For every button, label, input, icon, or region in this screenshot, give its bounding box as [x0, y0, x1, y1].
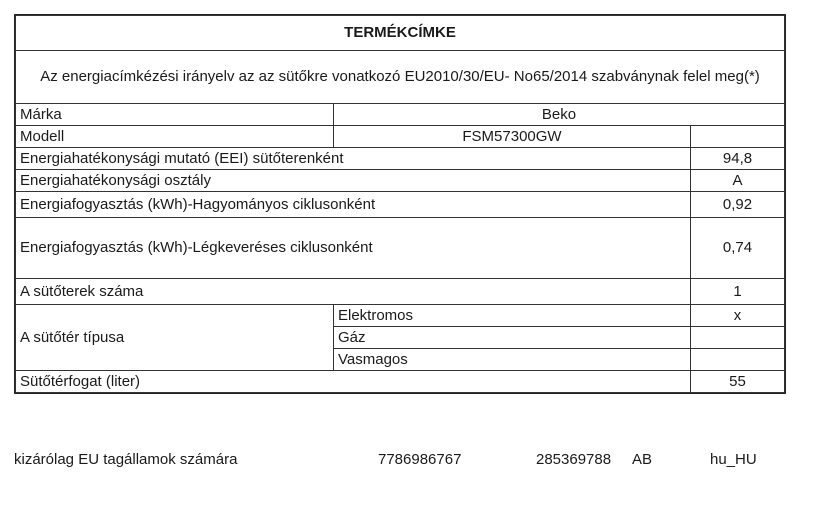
cavity-type-option-value [691, 327, 785, 349]
directive-text: Az energiacímkézési irányelv az az sütőkre vonatkozó EU2010/30/EU- No65/2014 szabványnak felel meg(*) [16, 51, 785, 104]
efficiency-class-value: A [691, 170, 785, 192]
brand-label: Márka [16, 104, 334, 126]
volume-row [16, 371, 785, 393]
eei-label: Energiahatékonysági mutató (EEI) sütőterenként [16, 148, 691, 170]
efficiency-class-row [16, 170, 785, 192]
directive-row [16, 51, 785, 104]
cavity-type-option: Elektromos [334, 305, 691, 327]
cavity-type-option-value [691, 349, 785, 371]
volume-value: 55 [691, 371, 785, 393]
conv-consumption-row [16, 192, 785, 218]
model-value: FSM57300GW [334, 126, 691, 148]
eei-value: 94,8 [691, 148, 785, 170]
brand-value: Beko [334, 104, 785, 126]
label-title-row [16, 16, 785, 51]
fan-consumption-label: Energiafogyasztás (kWh)-Légkeveréses ciklusonként [16, 218, 691, 279]
conv-consumption-value: 0,92 [691, 192, 785, 218]
efficiency-class-label: Energiahatékonysági osztály [16, 170, 691, 192]
volume-label: Sütőtérfogat (liter) [16, 371, 691, 393]
cavity-type-option: Gáz [334, 327, 691, 349]
brand-row [16, 104, 785, 126]
cavity-count-label: A sütőterek száma [16, 279, 691, 305]
footer-locale: hu_HU [710, 451, 757, 468]
cavity-count-value: 1 [691, 279, 785, 305]
model-row [16, 126, 785, 148]
product-label-table [15, 15, 785, 393]
label-footer [14, 450, 786, 470]
footer-code-2: 285369788 [536, 451, 612, 468]
fan-consumption-value: 0,74 [691, 218, 785, 279]
cavity-type-option: Vasmagos [334, 349, 691, 371]
fan-consumption-row [16, 218, 785, 279]
footer-code-3: AB [632, 451, 653, 468]
label-title: TERMÉKCÍMKE [16, 16, 785, 51]
footer-note: kizárólag EU tagállamok számára [14, 451, 238, 468]
product-label [14, 14, 786, 394]
cavity-type-label: A sütőtér típusa [16, 305, 334, 371]
eei-row [16, 148, 785, 170]
model-label: Modell [16, 126, 334, 148]
cavity-count-row [16, 279, 785, 305]
cavity-type-row-electric [16, 305, 785, 327]
conv-consumption-label: Energiafogyasztás (kWh)-Hagyományos ciklusonként [16, 192, 691, 218]
cavity-type-option-value: x [691, 305, 785, 327]
footer-code-1: 7786986767 [378, 451, 462, 468]
model-extra [691, 126, 785, 148]
